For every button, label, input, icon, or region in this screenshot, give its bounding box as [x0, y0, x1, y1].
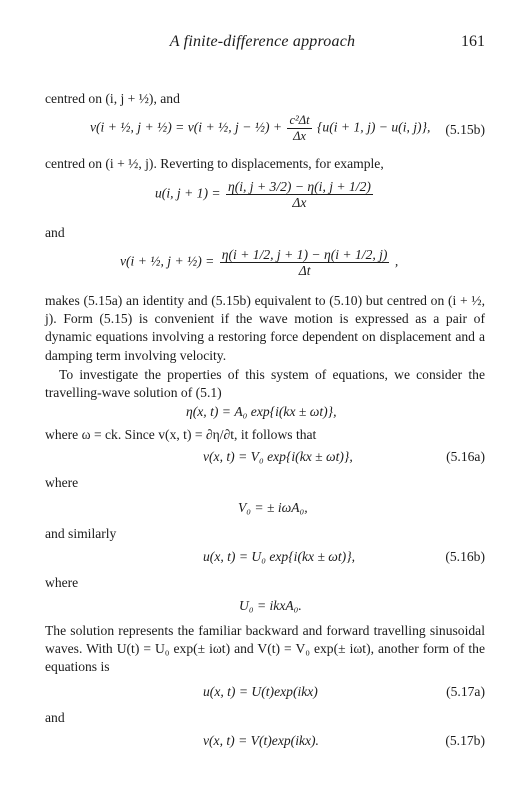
fraction — [220, 247, 390, 278]
equation-number: (5.16a) — [446, 449, 485, 464]
equation-velocity-v — [120, 247, 398, 278]
paragraph: To investigate the properties of this system of equations, we consider the travelling-wave solution of (5.1) — [45, 367, 485, 401]
text-line: where — [45, 575, 79, 590]
equation-tail: , — [394, 253, 399, 269]
equation-number: (5.17a) — [446, 684, 485, 699]
fraction-numerator: η(i + 1/2, j + 1) − η(i + 1/2, j) — [221, 247, 388, 262]
text-line: and — [45, 710, 65, 725]
text-line: centred on (i, j + ½), and — [45, 91, 180, 106]
text-line: where — [45, 475, 79, 490]
page-number: 161 — [461, 33, 485, 50]
equation-515b — [90, 113, 430, 144]
equation-number: (5.15b) — [445, 122, 485, 137]
fraction — [226, 179, 373, 210]
paragraph: The solution represents the familiar backward and forward travelling sinusoidal waves. With U(t) = U₀ exp(± iωt) and V(t) = V₀ exp(± iωt), another form of the equations is — [45, 623, 485, 675]
equation-displacement-u — [155, 179, 375, 210]
equation-517b: v(x, t) = V(t)exp(ikx). — [203, 733, 319, 748]
equation-516b: u(x, t) = U₀ exp{i(kx ± ωt)}, — [203, 549, 356, 564]
text-line: and similarly — [45, 526, 117, 541]
fraction-numerator: c²Δt — [289, 113, 310, 127]
equation-number: (5.16b) — [445, 549, 485, 564]
equation-V0: V₀ = ± iωA₀, — [238, 500, 308, 515]
fraction-denominator: Δx — [292, 195, 307, 210]
equation-517a: u(x, t) = U(t)exp(ikx) — [203, 684, 318, 699]
text-line: and — [45, 225, 65, 240]
paragraph: makes (5.15a) an identity and (5.15b) equivalent to (5.10) but centred on (i + ½, j). Form (5.15) is convenient if the wave motion is expressed as a pair of dynamic equations involving a restoring force dependent on displacement and a damping term involving velocity. — [45, 293, 485, 363]
equation-U0: U₀ = ikxA₀. — [239, 598, 302, 613]
equation-number: (5.17b) — [445, 733, 485, 748]
text-line: where ω = ck. Since v(x, t) = ∂η/∂t, it follows that — [45, 427, 317, 442]
equation-lhs: v(i + ½, j + ½) = v(i + ½, j − ½) + — [90, 119, 283, 135]
fraction-denominator: Δx — [293, 129, 306, 143]
running-header-title: A finite-difference approach — [169, 33, 356, 50]
text-line: centred on (i + ½, j). Reverting to displacements, for example, — [45, 156, 384, 171]
equation-lhs: v(i + ½, j + ½) = — [120, 253, 215, 269]
equation-516a: v(x, t) = V₀ exp{i(kx ± ωt)}, — [203, 449, 353, 464]
fraction-denominator: Δt — [298, 263, 311, 278]
equation-eta: η(x, t) = A₀ exp{i(kx ± ωt)}, — [186, 404, 337, 419]
fraction — [287, 113, 311, 144]
equation-lhs: u(i, j + 1) = — [155, 185, 221, 201]
equation-rhs: {u(i + 1, j) − u(i, j)}, — [317, 119, 431, 135]
fraction-numerator: η(i, j + 3/2) − η(i, j + 1/2) — [227, 179, 371, 194]
